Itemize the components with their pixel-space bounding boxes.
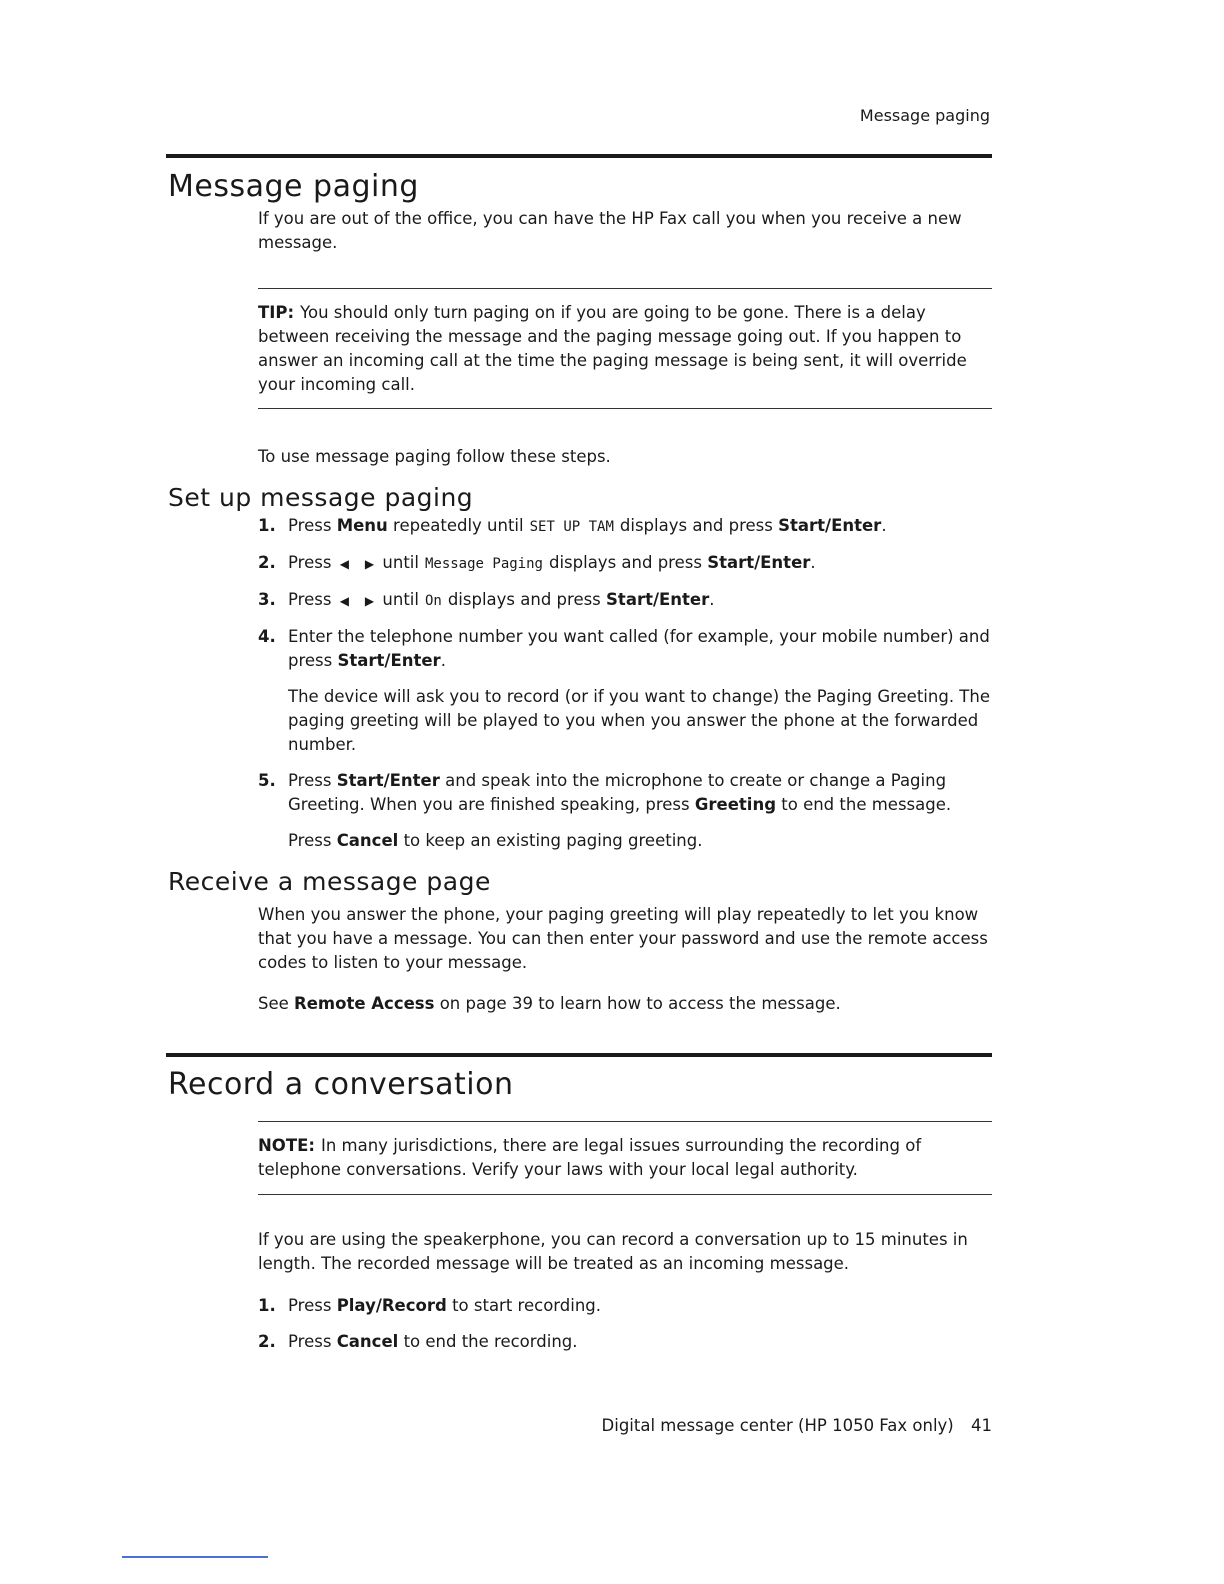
note-label: NOTE: <box>258 1136 315 1155</box>
note-rule-bottom <box>258 1194 992 1195</box>
cancel-key: Cancel <box>336 831 399 850</box>
start-enter-key: Start/Enter <box>336 771 440 790</box>
setup-step: 5. Press Start/Enter and speak into the microphone to create or change a Paging Greeting. When you are finished speaking, press Greeting to end the message. Press Cancel to keep an existing paging greeting. <box>258 769 992 853</box>
lcd-display-text: SET UP TAM <box>529 519 614 535</box>
lcd-display-text: On <box>424 593 442 609</box>
left-arrow-icon: ◀ <box>339 557 349 571</box>
tip-rule-bottom <box>258 408 992 409</box>
see-also-paragraph: See Remote Access on page 39 to learn how to access the message. <box>258 994 841 1013</box>
start-enter-key: Start/Enter <box>707 553 811 572</box>
left-arrow-icon: ◀ <box>339 594 349 608</box>
lcd-display-text: Message Paging <box>424 556 543 572</box>
start-enter-key: Start/Enter <box>778 516 882 535</box>
subsection-title-setup: Set up message paging <box>168 483 474 512</box>
tip-text: You should only turn paging on if you are going to be gone. There is a delay between receiving the message and the paging message going out. If you happen to answer an incoming call at the time the paging message is being sent, it will override your incoming call. <box>258 303 967 394</box>
section-title-message-paging: Message paging <box>168 169 419 204</box>
tip-label: TIP: <box>258 303 295 322</box>
note-callout <box>258 1134 992 1182</box>
right-arrow-icon: ▶ <box>364 594 375 608</box>
setup-step: 1. Press Menu repeatedly until SET UP TAM displays and press Start/Enter. <box>258 516 887 535</box>
scan-artifact-line <box>122 1556 268 1558</box>
start-enter-key: Start/Enter <box>337 651 441 670</box>
subsection-title-receive: Receive a message page <box>168 867 491 896</box>
setup-step: 3. Press ◀ ▶ until On displays and press Start/Enter. <box>258 588 992 613</box>
menu-key: Menu <box>336 516 388 535</box>
start-enter-key: Start/Enter <box>606 590 710 609</box>
step-note: Press Cancel to keep an existing paging greeting. <box>288 831 703 850</box>
record-steps-list <box>258 1294 992 1354</box>
note-rule-top <box>258 1121 992 1122</box>
setup-step: 4. Enter the telephone number you want called (for example, your mobile number) and press Start/Enter. The device will ask you to record (or if you want to change) the Paging Greeting. The paging greeting will be played to you when you answer the phone at the forwarded number. <box>258 625 992 757</box>
play-record-key: Play/Record <box>336 1296 447 1315</box>
step-note: The device will ask you to record (or if you want to change) the Paging Greeting. The paging greeting will be played to you when you answer the phone at the forwarded number. <box>288 687 990 754</box>
steps-lead: To use message paging follow these steps. <box>258 447 611 466</box>
record-intro: If you are using the speakerphone, you can record a conversation up to 15 minutes in length. The recorded message will be treated as an incoming message. <box>258 1230 968 1273</box>
running-header: Message paging <box>859 106 990 125</box>
receive-paragraph: When you answer the phone, your paging greeting will play repeatedly to let you know that you have a message. You can then enter your password and use the remote access codes to listen to your message. <box>258 905 988 972</box>
tip-rule-top <box>258 288 992 289</box>
greeting-key: Greeting <box>694 795 777 814</box>
page-number: 41 <box>971 1416 992 1435</box>
right-arrow-icon: ▶ <box>364 557 375 571</box>
intro-paragraph: If you are out of the office, you can have the HP Fax call you when you receive a new message. <box>258 209 962 252</box>
remote-access-link[interactable]: Remote Access <box>294 994 435 1013</box>
section-divider <box>166 1053 992 1057</box>
note-text: In many jurisdictions, there are legal issues surrounding the recording of telephone conversations. Verify your laws with your local legal authority. <box>258 1136 922 1179</box>
record-step: 1. Press Play/Record to start recording. <box>258 1296 602 1315</box>
footer-text: Digital message center (HP 1050 Fax only) <box>601 1416 954 1435</box>
cancel-key: Cancel <box>336 1332 399 1351</box>
setup-step: 2. Press ◀ ▶ until Message Paging displays and press Start/Enter. <box>258 551 992 576</box>
section-title-record: Record a conversation <box>168 1067 514 1102</box>
record-step: 2. Press Cancel to end the recording. <box>258 1332 578 1351</box>
tip-callout <box>258 301 992 397</box>
page-footer <box>602 1416 992 1435</box>
setup-steps-list <box>258 514 992 853</box>
section-divider <box>166 154 992 158</box>
